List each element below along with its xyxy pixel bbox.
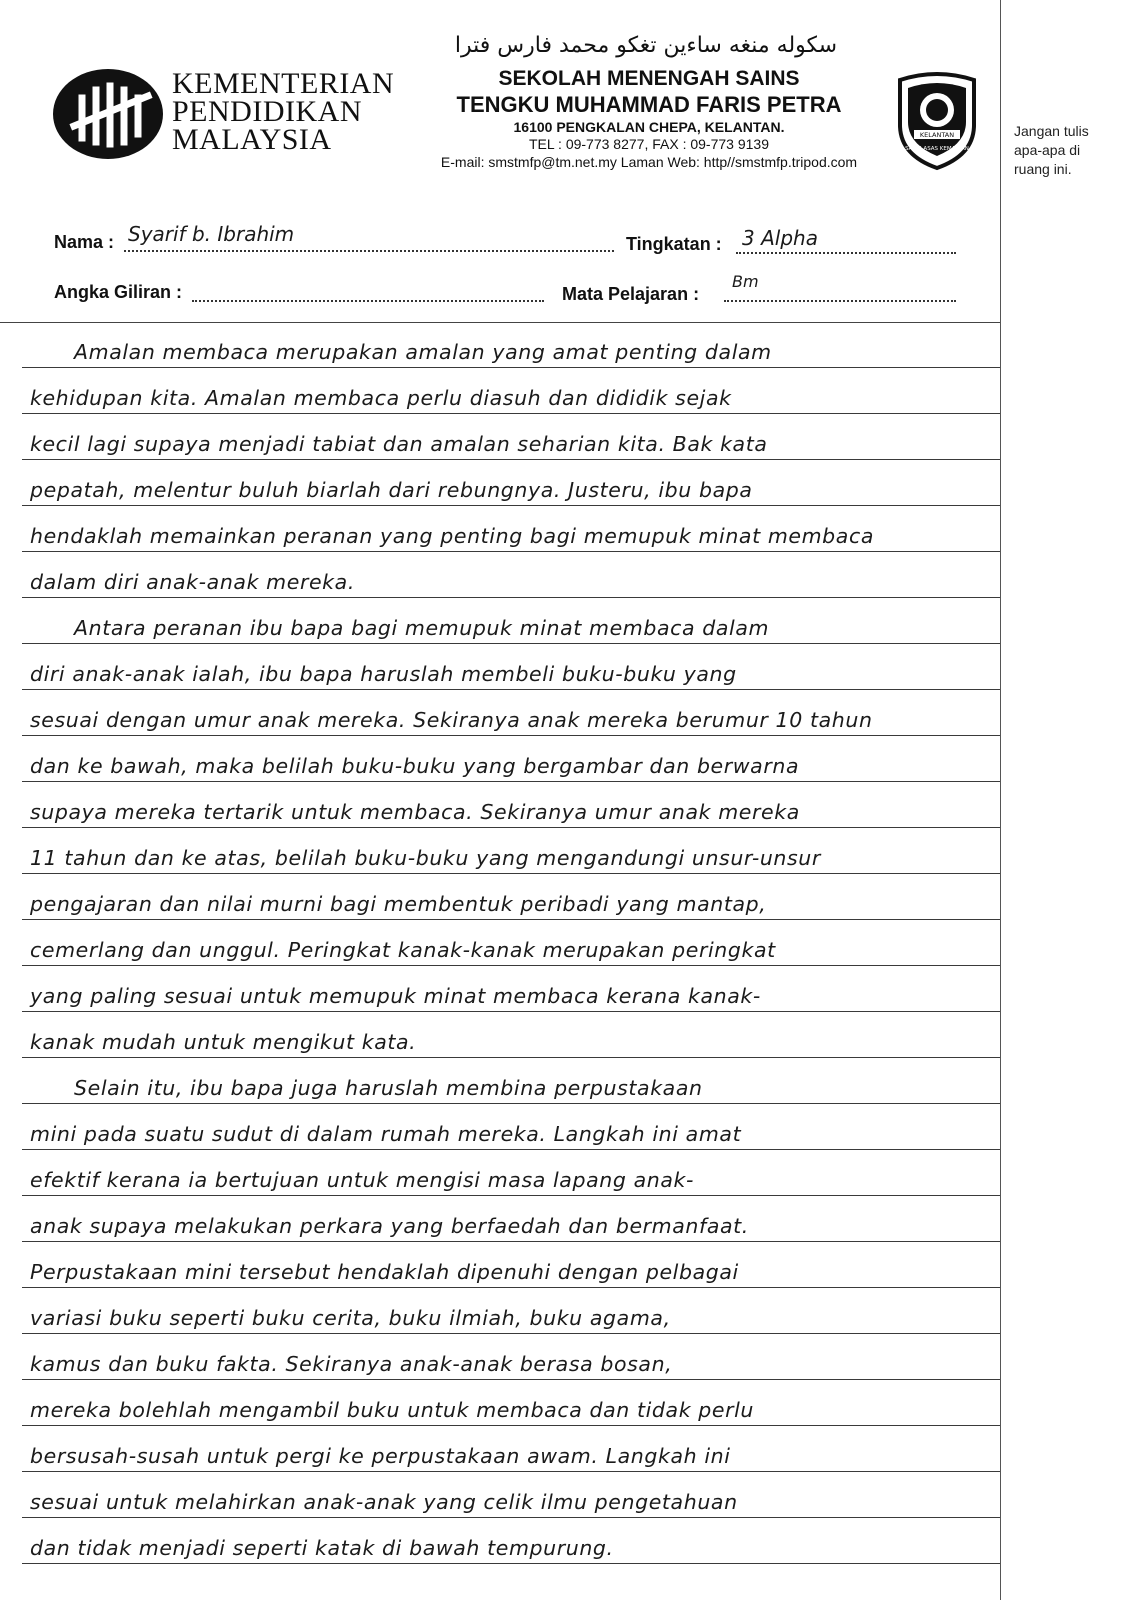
angka-giliran-label: Angka Giliran : xyxy=(54,282,183,302)
essay-text: efektif kerana ia bertujuan untuk mengisi masa lapang anak- xyxy=(30,1168,694,1192)
school-contact: E-mail: smstmfp@tm.net.my Laman Web: http//smstmfp.tripod.com xyxy=(440,154,858,170)
essay-text: pepatah, melentur buluh biarlah dari rebungnya. Justeru, ibu bapa xyxy=(30,478,753,502)
essay-line xyxy=(22,1517,1000,1564)
essay-line xyxy=(22,505,1000,552)
school-phone: TEL : 09-773 8277, FAX : 09-773 9139 xyxy=(529,136,769,152)
essay-text: mereka bolehlah mengambil buku untuk membaca dan tidak perlu xyxy=(30,1398,755,1422)
essay-text: supaya mereka tertarik untuk membaca. Sekiranya umur anak mereka xyxy=(30,800,800,824)
essay-text: kecil lagi supaya menjadi tabiat dan amalan seharian kita. Bak kata xyxy=(30,432,768,456)
essay-text: sesuai untuk melahirkan anak-anak yang celik ilmu pengetahuan xyxy=(30,1490,738,1514)
essay-text: Perpustakaan mini tersebut hendaklah dipenuhi dengan pelbagai xyxy=(30,1260,739,1284)
mata-pelajaran-dotted-line xyxy=(724,298,956,302)
ministry-line-2: PENDIDIKAN xyxy=(172,95,362,128)
essay-line xyxy=(22,1333,1000,1380)
ministry-line-3: MALAYSIA xyxy=(172,123,332,156)
crest-label-top: KELANTAN xyxy=(919,131,955,139)
essay-text: Amalan membaca merupakan amalan yang amat penting dalam xyxy=(74,340,772,364)
essay-line xyxy=(22,551,1000,598)
essay-line xyxy=(22,735,1000,782)
essay-text: mini pada suatu sudut di dalam rumah mereka. Langkah ini amat xyxy=(30,1122,742,1146)
nama-dotted-line xyxy=(124,248,614,252)
kpm-logo-icon xyxy=(52,68,164,160)
margin-divider xyxy=(1000,0,1001,1600)
school-name-line2: TENGKU MUHAMMAD FARIS PETRA xyxy=(456,92,842,117)
essay-text: cemerlang dan unggul. Peringkat kanak-kanak merupakan peringkat xyxy=(30,938,776,962)
jawi-text: سكوله منغه ساءين تغكو محمد فارس فترا xyxy=(454,33,838,58)
school-crest-icon xyxy=(892,70,982,170)
essay-text: kamus dan buku fakta. Sekiranya anak-anak berasa bosan, xyxy=(30,1352,673,1376)
tingkatan-value[interactable]: 3 Alpha xyxy=(742,226,818,250)
mata-pelajaran-value[interactable]: Bm xyxy=(732,272,759,291)
nama-value[interactable]: Syarif b. Ibrahim xyxy=(128,222,295,246)
essay-text: anak supaya melakukan perkara yang berfaedah dan bermanfaat. xyxy=(30,1214,749,1238)
essay-line xyxy=(22,643,1000,690)
margin-note: Jangan tulis apa-apa di ruang ini. xyxy=(1014,123,1089,177)
essay-line xyxy=(22,597,1000,644)
crest-label-bottom: SAINS ASAS KEMAJUAN xyxy=(905,146,969,152)
essay-line xyxy=(22,1425,1000,1472)
essay-text: diri anak-anak ialah, ibu bapa haruslah membeli buku-buku yang xyxy=(30,662,737,686)
essay-line xyxy=(22,459,1000,506)
essay-line xyxy=(22,827,1000,874)
essay-line xyxy=(22,1011,1000,1058)
essay-line xyxy=(22,1379,1000,1426)
jawi-school-name xyxy=(454,20,838,64)
essay-line xyxy=(22,413,1000,460)
essay-text: pengajaran dan nilai murni bagi membentuk peribadi yang mantap, xyxy=(30,892,767,916)
essay-line xyxy=(22,965,1000,1012)
essay-text: 11 tahun dan ke atas, belilah buku-buku yang mengandungi unsur-unsur xyxy=(30,846,821,870)
essay-line xyxy=(22,919,1000,966)
school-name-line1: SEKOLAH MENENGAH SAINS xyxy=(498,67,800,90)
tingkatan-label: Tingkatan : xyxy=(626,234,722,254)
angka-giliran-dotted-line xyxy=(192,298,544,302)
essay-line xyxy=(22,1149,1000,1196)
essay-text: kanak mudah untuk mengikut kata. xyxy=(30,1030,417,1054)
essay-text: Selain itu, ibu bapa juga haruslah membina perpustakaan xyxy=(74,1076,703,1100)
nama-label: Nama : xyxy=(54,232,115,252)
essay-text: dan tidak menjadi seperti katak di bawah tempurung. xyxy=(30,1536,614,1560)
ministry-line-1: KEMENTERIAN xyxy=(172,67,395,100)
ministry-name xyxy=(172,67,395,156)
essay-line xyxy=(22,781,1000,828)
essay-text: Antara peranan ibu bapa bagi memupuk minat membaca dalam xyxy=(74,616,770,640)
essay-text: hendaklah memainkan peranan yang penting bagi memupuk minat membaca xyxy=(30,524,874,548)
essay-line xyxy=(22,321,1000,368)
essay-line xyxy=(22,1057,1000,1104)
essay-line xyxy=(22,873,1000,920)
mata-pelajaran-label: Mata Pelajaran : xyxy=(562,284,700,304)
essay-text: dalam diri anak-anak mereka. xyxy=(30,570,355,594)
essay-line xyxy=(22,1103,1000,1150)
essay-line xyxy=(22,689,1000,736)
essay-line xyxy=(22,1241,1000,1288)
essay-line xyxy=(22,1471,1000,1518)
essay-text: yang paling sesuai untuk memupuk minat membaca kerana kanak- xyxy=(30,984,761,1008)
essay-text: variasi buku seperti buku cerita, buku ilmiah, buku agama, xyxy=(30,1306,671,1330)
essay-text: sesuai dengan umur anak mereka. Sekiranya anak mereka berumur 10 tahun xyxy=(30,708,873,732)
school-address: 16100 PENGKALAN CHEPA, KELANTAN. xyxy=(513,119,785,135)
essay-text: kehidupan kita. Amalan membaca perlu diasuh dan dididik sejak xyxy=(30,386,732,410)
essay-text: bersusah-susah untuk pergi ke perpustakaan awam. Langkah ini xyxy=(30,1444,731,1468)
tingkatan-dotted-line xyxy=(736,250,956,254)
essay-line xyxy=(22,1195,1000,1242)
essay-line xyxy=(22,1287,1000,1334)
essay-line xyxy=(22,367,1000,414)
school-block xyxy=(402,66,896,171)
essay-text: dan ke bawah, maka belilah buku-buku yang bergambar dan berwarna xyxy=(30,754,800,778)
